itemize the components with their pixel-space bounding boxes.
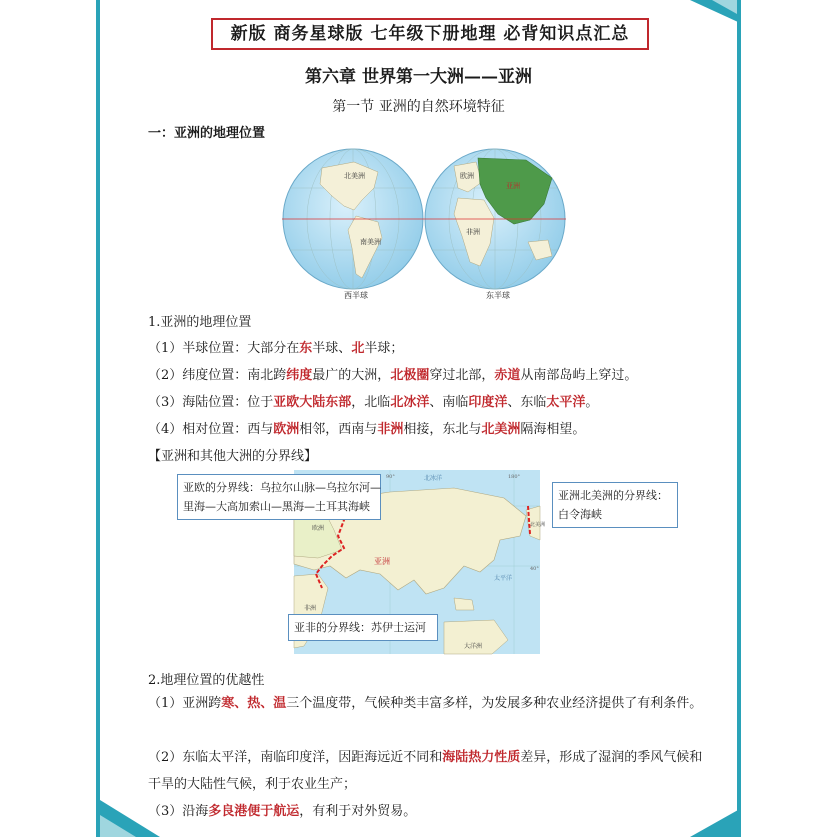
advantage-item	[148, 798, 708, 825]
highlight-text: 北	[351, 341, 365, 356]
advantage-heading: 2.地理位置的优越性	[148, 673, 265, 688]
globe-label-north-america: 北美洲	[344, 172, 365, 180]
highlight-text: 欧洲	[273, 422, 300, 437]
globe-label-south-america: 南美洲	[360, 238, 381, 246]
highlight-text: 海陆热力性质	[442, 750, 521, 765]
text-run: （1）亚洲跨	[148, 696, 222, 711]
map-label-america: 北美洲	[530, 522, 546, 528]
advantage-item	[148, 690, 708, 717]
text-run: （4）相对位置：西与	[148, 422, 274, 437]
section-title: 第一节 亚洲的自然环境特征	[332, 99, 505, 115]
corner-decoration-top-right-light	[712, 0, 737, 14]
text-run: 最广的大洲，	[312, 368, 391, 383]
highlight-text: 寒、热、温	[221, 696, 287, 711]
text-run: 穿过北部，	[429, 368, 495, 383]
text-run: ，有利于对外贸易。	[299, 804, 417, 819]
globes-illustration	[282, 148, 566, 300]
text-run: 从南部岛屿上穿过。	[520, 368, 638, 383]
text-run: ，北临	[351, 395, 391, 410]
callout-line: 白令海峡	[558, 508, 602, 521]
text-run: 三个温度带，气候种类丰富多样，为发展多种农业经济提供了有利条件。	[286, 696, 703, 711]
highlight-text: 北极圈	[390, 368, 430, 383]
location-item	[148, 337, 403, 356]
text-run: （1）半球位置：大部分在	[148, 341, 300, 356]
highlight-text: 东	[299, 341, 313, 356]
hemisphere-globes	[282, 148, 566, 300]
callout-line: 里海—大高加索山—黑海—土耳其海峡	[183, 500, 370, 513]
map-label-pacific: 太平洋	[494, 575, 513, 582]
location-item	[148, 418, 585, 437]
corner-decoration-bottom-left-light	[100, 815, 136, 837]
text-run: 相邻，西南与	[299, 422, 378, 437]
text-run: 半球、	[312, 341, 352, 356]
location-item	[148, 391, 598, 410]
highlight-text: 北美洲	[481, 422, 521, 437]
text-run: 差异，形成了湿润的季风气候和干旱的大陆性气候，利于农业生产；	[148, 750, 703, 792]
east-hemisphere-caption: 东半球	[486, 291, 510, 300]
highlight-text: 太平洋	[546, 395, 586, 410]
map-label-asia: 亚洲	[374, 557, 390, 566]
highlight-text: 北冰洋	[390, 395, 430, 410]
text-run: （3）沿海	[148, 804, 209, 819]
globe-label-africa: 非洲	[466, 228, 480, 236]
page-frame-left	[96, 0, 100, 837]
text-run: 相接，东北与	[403, 422, 482, 437]
document-banner: 新版 商务星球版 七年级下册地理 必背知识点汇总	[211, 18, 649, 50]
globe-label-asia: 亚洲	[506, 182, 520, 190]
callout-asia-america-boundary	[552, 482, 678, 528]
map-label-africa: 非洲	[304, 605, 317, 612]
highlight-text: 非洲	[377, 422, 404, 437]
highlight-text: 纬度	[286, 368, 313, 383]
highlight-text: 多良港便于航运	[208, 804, 300, 819]
callout-asia-africa-boundary: 亚非的分界线：苏伊士运河	[288, 614, 438, 641]
map-label-europe: 欧洲	[312, 525, 325, 532]
text-run: （2）纬度位置：南北跨	[148, 368, 287, 383]
highlight-text: 亚欧大陆东部	[273, 395, 352, 410]
location-heading: 1.亚洲的地理位置	[148, 315, 252, 330]
text-run: 半球；	[364, 341, 404, 356]
boundary-heading: 【亚洲和其他大洲的分界线】	[148, 449, 318, 464]
text-run: 、南临	[429, 395, 469, 410]
advantage-item	[148, 744, 708, 798]
text-run: （3）海陆位置：位于	[148, 395, 274, 410]
location-item	[148, 364, 637, 383]
text-run: 。	[585, 395, 599, 410]
callout-line: 亚洲北美洲的分界线：	[558, 489, 668, 502]
highlight-text: 赤道	[494, 368, 521, 383]
text-run: 、东临	[507, 395, 547, 410]
west-hemisphere-caption: 西半球	[344, 291, 368, 300]
callout-asia-europe-boundary	[177, 474, 381, 520]
page-frame-right	[737, 0, 741, 837]
highlight-text: 印度洋	[468, 395, 508, 410]
callout-line: 亚欧的分界线：乌拉尔山脉—乌拉尔河—	[183, 481, 381, 494]
map-tick-90: 90°	[386, 474, 395, 480]
map-label-arctic: 北冰洋	[424, 475, 443, 482]
text-run: （2）东临太平洋，南临印度洋，因距海远近不同和	[148, 750, 443, 765]
map-label-oceania: 大洋洲	[464, 643, 483, 650]
map-tick-40: 40°	[530, 566, 539, 572]
map-tick-180: 180°	[508, 474, 521, 480]
heading-geographic-location: 一：亚洲的地理位置	[148, 126, 266, 141]
globe-label-europe: 欧洲	[460, 172, 474, 180]
chapter-title: 第六章 世界第一大洲——亚洲	[305, 67, 532, 87]
text-run: 隔海相望。	[520, 422, 586, 437]
